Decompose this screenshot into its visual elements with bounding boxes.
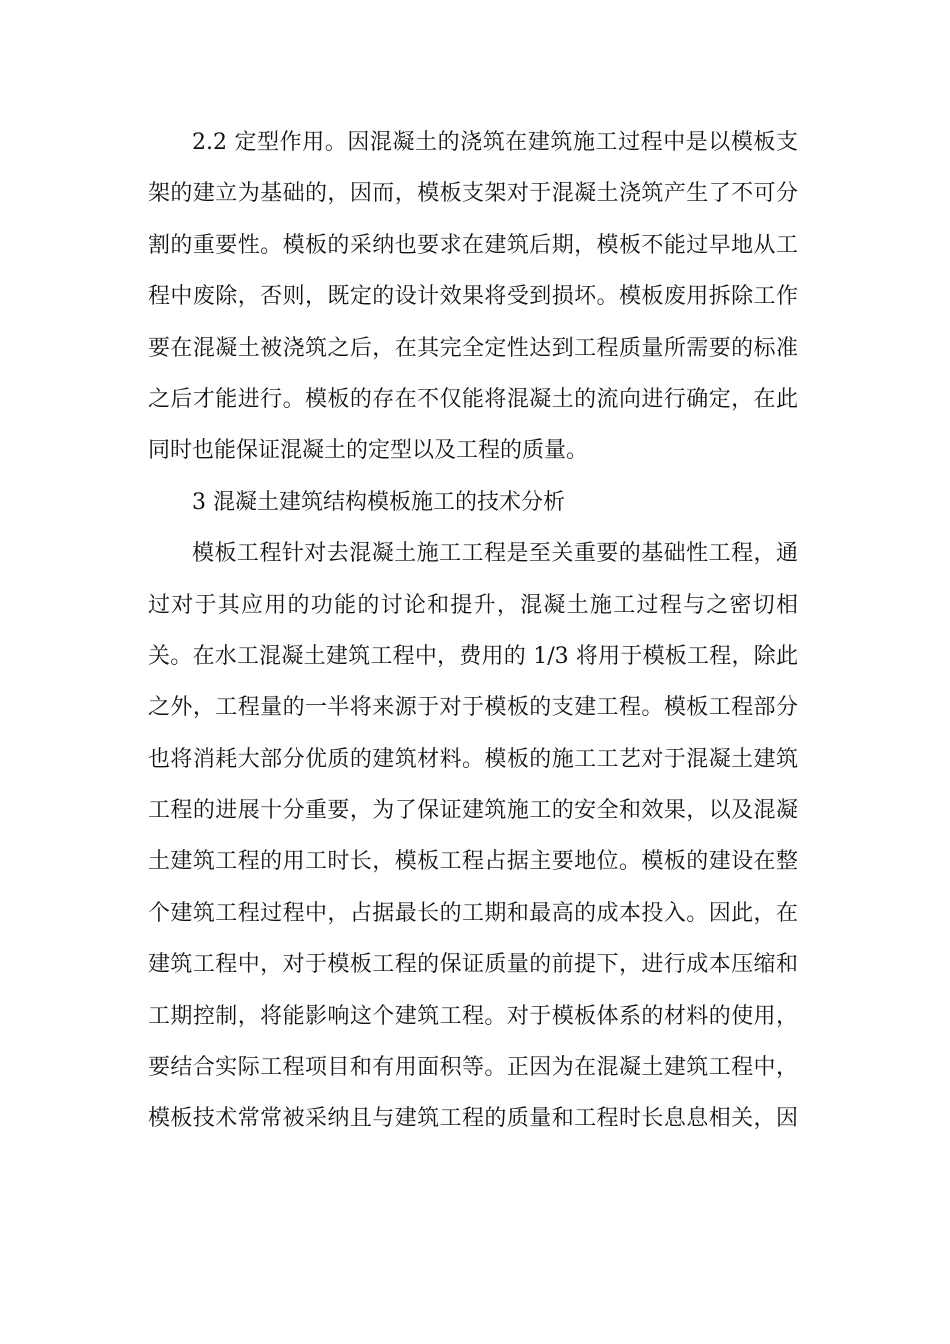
paragraph-line: 模板工程针对去混凝土施工工程是至关重要的基础性工程，通 — [192, 541, 798, 567]
paragraph-line: 要在混凝土被浇筑之后，在其完全定性达到工程质量所需要的标准 — [148, 335, 798, 361]
paragraph-line: 之后才能进行。模板的存在不仅能将混凝土的流向进行确定，在此 — [148, 386, 798, 412]
paragraph-line: 程中废除，否则，既定的设计效果将受到损坏。模板废用拆除工作 — [148, 284, 798, 310]
paragraph-line: 过对于其应用的功能的讨论和提升，混凝土施工过程与之密切相 — [148, 592, 798, 618]
paragraph-line: 模板技术常常被采纳且与建筑工程的质量和工程时长息息相关，因 — [148, 1106, 798, 1132]
paragraph-line: 之外，工程量的一半将来源于对于模板的支建工程。模板工程部分 — [148, 695, 798, 721]
paragraph-line: 同时也能保证混凝土的定型以及工程的质量。 — [148, 438, 589, 464]
paragraph-line: 架的建立为基础的，因而，模板支架对于混凝土浇筑产生了不可分 — [148, 181, 798, 207]
paragraph-line: 关。在水工混凝土建筑工程中，费用的 1/3 将用于模板工程，除此 — [148, 643, 798, 669]
paragraph-line: 建筑工程中，对于模板工程的保证质量的前提下，进行成本压缩和 — [148, 952, 798, 978]
body-text — [148, 117, 798, 1145]
paragraph-line: 割的重要性。模板的采纳也要求在建筑后期，模板不能过早地从工 — [148, 232, 798, 258]
paragraph-line: 工程的进展十分重要，为了保证建筑施工的安全和效果，以及混凝 — [148, 798, 798, 824]
paragraph-line: 也将消耗大部分优质的建筑材料。模板的施工工艺对于混凝土建筑 — [148, 746, 798, 772]
paragraph-line: 2.2 定型作用。因混凝土的浇筑在建筑施工过程中是以模板支 — [192, 130, 798, 155]
paragraph-line: 个建筑工程过程中，占据最长的工期和最高的成本投入。因此，在 — [148, 900, 798, 926]
paragraph-line: 土建筑工程的用工时长，模板工程占据主要地位。模板的建设在整 — [148, 849, 798, 875]
paragraph-line: 工期控制，将能影响这个建筑工程。对于模板体系的材料的使用， — [148, 1003, 798, 1029]
paragraph-line: 要结合实际工程项目和有用面积等。正因为在混凝土建筑工程中， — [148, 1055, 798, 1081]
section-heading: 3 混凝土建筑结构模板施工的技术分析 — [192, 489, 565, 515]
